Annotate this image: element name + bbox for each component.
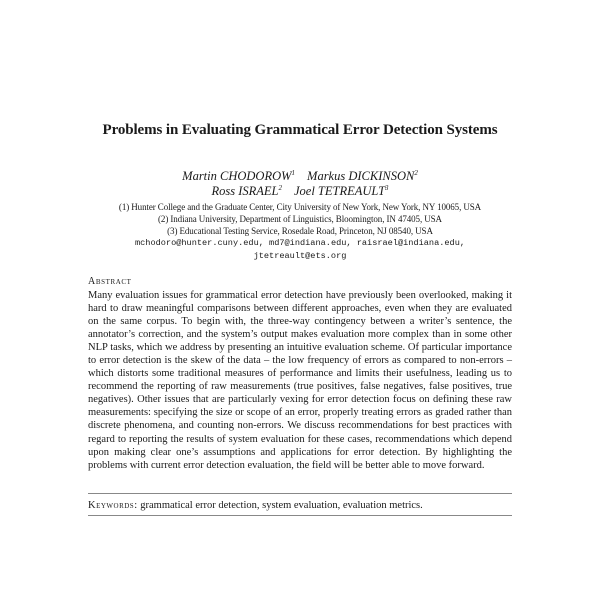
author-emails: mchodoro@hunter.cuny.edu, md7@indiana.edu, raisrael@indiana.edu, [134,238,466,248]
author-name: Martin CHODOROW [182,169,292,183]
keywords-line [88,500,512,511]
affiliation: (1) Hunter College and the Graduate Center, City University of New York, New York, NY 10065, USA [118,202,482,212]
abstract-body: Many evaluation issues for grammatical error detection have previously been overlooked, making it hard to draw meaningful comparisons between different approaches, even when they are evaluated on the same corpus. To begin with, the three-way contingency between a writer’s sentence, the annotator’s correction, and the system’s output makes evaluation more complex than in some other NLP tasks, which we address by presenting an intuitive evaluation scheme. Of particular importance to error detection is the skew of the data – the low frequency of errors as compared to non-errors – which distorts some traditional measures of performance and limits their usefulness, leading us to recommend the reporting of raw measurements (true positives, false negatives, false positives, true negatives). Other issues that are particularly vexing for error detection focus on defining these raw measurements: specifying the size or scope of an error, properly treating errors as graded rather than discrete phenomena, and counting non-errors. We discuss recommendations for best practices with regard to reporting the results of system evaluation for these cases, recommendations which depend upon making clear one’s assumptions and applications for error detection. By highlighting the problems with current error detection evaluation, the field will be better able to move forward. [88,290,512,471]
author-name: Ross ISRAEL [211,184,279,198]
author-affil-marker: 1 [291,168,296,177]
keywords-text: grammatical error detection, system evaluation, evaluation metrics. [140,500,423,511]
author-affil-marker: 2 [278,183,282,192]
keywords-label: Keywords: [88,500,138,511]
author-emails: jtetreault@ets.org [253,251,347,261]
author-line-2 [0,184,600,199]
author-line-1 [0,169,600,184]
affiliation: (3) Educational Testing Service, Rosedale Road, Princeton, NJ 08540, USA [167,226,433,236]
author-name: Markus DICKINSON [307,169,415,183]
paper-title: Problems in Evaluating Grammatical Error Detection Systems [102,122,498,138]
affiliation: (2) Indiana University, Department of Linguistics, Bloomington, IN 47405, USA [158,214,442,224]
abstract-heading: Abstract [88,276,132,287]
author-affil-marker: 2 [414,168,418,177]
divider [88,493,512,494]
author-affil-marker: 3 [385,183,389,192]
author-name: Joel TETREAULT [293,184,386,198]
divider [88,515,512,516]
